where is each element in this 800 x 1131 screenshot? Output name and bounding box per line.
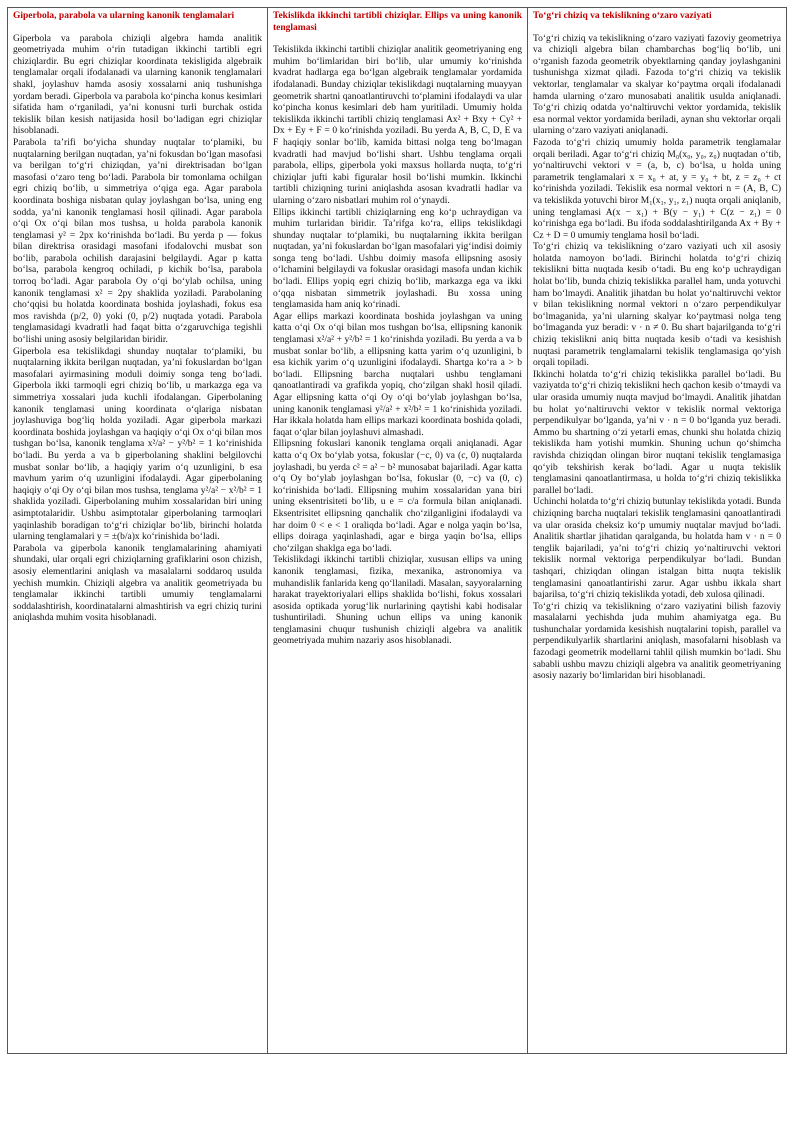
paragraph: Tekislikda ikkinchi tartibli chiziqlar analitik geometriyaning eng muhim bo‘limlaridan biri bo‘lib, ular umumiy ko‘rinishda kvadrat hadlarga ega bo‘lgan algebraik tenglamalar yordamida ifodalanadi. Bunday chiziqlar tekislikdagi nuqtalarning muayyan geometrik shartni qanoatlantiruvchi to‘plamini ifodalaydi va ular ko‘pincha konus kesimlari deb ham yuritiladi. Umumiy holda tekislikda ikkinchi tartibli chiziq tenglamasi Ax² + Bxy + Cy² + Dx + Ey + F = 0 ko‘rinishda yoziladi. Bu yerda A, B, C, D, E va F haqiqiy sonlar bo‘lib, kamida bittasi nolga teng bo‘lmagan kvadratli had mavjud bo‘lishi shart. Ushbu tenglama orqali parabola, ellips, giperbola yoki maxsus hollarda nuqta, to‘g‘ri chiziqlar jufti kabi figuralar hosil bo‘lishi mumkin. Ikkinchi tartibli chiziqning turini aniqlashda asosan kvadratli hadlar va ularning o‘zaro nisbatlari muhim rol o‘ynaydi. <box>273 45 522 206</box>
paragraph: Parabola va giperbola kanonik tenglamalarining ahamiyati shundaki, ular orqali egri chiziqlarning grafiklarini oson chizish, asosiy elementlarini aniqlash va masalalarni soddaroq usulda yechish mumkin. Chiziqli algebra va analitik geometriyada bu tenglamalar ikkinchi tartibli umumiy tenglamalarni soddalashtirish, koordinatalarni almashtirish va egri chiziq turini aniqlashda muhim vosita hisoblanadi. <box>13 543 262 624</box>
paragraph: To‘g‘ri chiziq va tekislikning o‘zaro vaziyati uch xil asosiy holatda namoyon bo‘ladi. Birinchi holatda to‘g‘ri chiziq tekislikni bitta nuqtada kesib o‘tadi. Bu eng ko‘p uchraydigan holat bo‘lib, bunda chiziq tekislikka parallel ham, unda yotuvchi ham bo‘lmaydi. Analitik jihatdan bu holat yo‘naltiruvchi vektor v bilan tekislikning normal vektori n o‘zaro perpendikulyar bo‘lmaganida, ya’ni ularning skalyar ko‘paytmasi nolga teng bo‘lmaganda yuz beradi: v · n ≠ 0. Bu shart bajarilganda to‘g‘ri chiziq tekislikni aniq bitta nuqtada kesib o‘tadi va kesishish nuqtasi parametrik tenglamalarni tekislik tenglamasiga qo‘yish orqali topiladi. <box>533 242 781 369</box>
three-column-table <box>7 7 787 1054</box>
column-ellipse <box>267 8 527 1053</box>
paragraph: Ikkinchi holatda to‘g‘ri chiziq tekislikka parallel bo‘ladi. Bu vaziyatda to‘g‘ri chiziq tekislikni hech qachon kesib o‘tmaydi va ular orasida umumiy nuqta mavjud bo‘lmaydi. Analitik jihatdan bu holat yo‘naltiruvchi vektor v tekislik normal vektoriga perpendikulyar bo‘lganda, ya’ni v · n = 0 bo‘lganda yuz beradi. Ammo bu shartning o‘zi yetarli emas, chunki shu holatda chiziq tekislikda ham yotishi mumkin. Shuning uchun qo‘shimcha ravishda chiziqdan olingan biror nuqtani tekislik tenglamasiga qo‘yib tekshirish kerak bo‘ladi. Agar u nuqta tekislik tenglamasini qanoatlantirmasa, u holda to‘g‘ri chiziq tekislikka parallel bo‘ladi. <box>533 369 781 496</box>
column-title: To‘g‘ri chiziq va tekislikning o‘zaro vaziyati <box>533 11 712 21</box>
paragraph: Ellips ikkinchi tartibli chiziqlarning eng ko‘p uchraydigan va muhim turlaridan biridir. Ta’rifga ko‘ra, ellips tekislikdagi shunday nuqtalar to‘plamiki, bu nuqtalarning ikkita berilgan nuqtadan, ya’ni fokuslardan bo‘lgan masofalari yig‘indisi doimiy songa teng bo‘ladi. Ushbu doimiy masofa ellipsning asosiy o‘lchamini belgilaydi va fokuslar orasidagi masofa undan kichik bo‘ladi. Ellips yopiq egri chiziq bo‘lib, markazga ega va ikki o‘qqa nisbatan simmetrik joylashadi. Bu xossa uning tenglamasida ham aniq ko‘rinadi. <box>273 207 522 311</box>
column-title: Tekislikda ikkinchi tartibli chiziqlar. Ellips va uning kanonik tenglamasi <box>273 11 522 33</box>
paragraph: Giperbola esa tekislikdagi shunday nuqtalar to‘plamiki, bu nuqtalarning ikkita berilgan nuqtadan, ya’ni fokuslardan bo‘lgan masofalari ayirmasining moduli doimiy songa teng bo‘ladi. Giperbola ikki tarmoqli egri chiziq bo‘lib, u markazga ega va simmetriya xossalari juda kuchli ifodalangan. Giperbolaning kanonik tenglamasi uning koordinata o‘qlariga nisbatan joylashuviga bog‘liq holda yoziladi. Agar giperbola markazi koordinata boshida joylashgan va haqiqiy o‘qi Ox o‘qi bilan mos tushgan bo‘lsa, kanonik tenglama x²/a² − y²/b² = 1 ko‘rinishida bo‘ladi. Bu yerda a va b giperbolaning shaklini belgilovchi musbat sonlar bo‘lib, a haqiqiy yarim o‘q uzunligini, b esa mavhum yarim o‘q uzunligini ifodalaydi. Agar giperbolaning haqiqiy o‘qi Oy o‘qi bilan mos tushsa, tenglama y²/a² − x²/b² = 1 shaklida yoziladi. Giperbolaning muhim xossalaridan biri uning asimptotalaridir. Ushbu asimptotalar giperbolaning tarmoqlari yaqinlashib boradigan to‘g‘ri chiziqlar bo‘lib, birinchi holatda ularning tenglamalari y = ±(b/a)x ko‘rinishida bo‘ladi. <box>13 346 262 543</box>
column-title: Giperbola, parabola va ularning kanonik tenglamalari <box>13 11 235 21</box>
paragraph: To‘g‘ri chiziq va tekislikning o‘zaro vaziyati fazoviy geometriya va chiziqli algebra bilan chambarchas bog‘liq bo‘lib, uni o‘rganish fazoda geometrik obyektlarning qanday joylashganini tushunishga xizmat qiladi. Fazoda to‘g‘ri chiziq va tekislik vektorlar, tenglamalar va skalyar ko‘paytma orqali ifodalanadi hamda ularning o‘zaro munosabati analitik usulda aniqlanadi. To‘g‘ri chiziq odatda yo‘naltiruvchi vektor yordamida, tekislik esa normal vektor yordamida beriladi, aynan shu vektorlar orqali ularning o‘zaro vaziyati aniqlanadi. <box>533 33 781 137</box>
paragraph: To‘g‘ri chiziq va tekislikning o‘zaro vaziyatini bilish fazoviy masalalarni yechishda juda muhim ahamiyatga ega. Bu tushunchalar yordamida kesishish nuqtalarini topish, parallel va perpendikulyarlik shartlarini aniqlash, masofalarni hisoblash va fazodagi geometrik modellarni tahlil qilish mumkin bo‘ladi. Shu sababli ushbu mavzu chiziqli algebra va analitik geometriyaning asosiy nazariy bo‘limlaridan biri hisoblanadi. <box>533 601 781 682</box>
paragraph: Parabola ta’rifi bo‘yicha shunday nuqtalar to‘plamiki, bu nuqtalarning berilgan nuqtadan, ya’ni fokusdan bo‘lgan masofasi va berilgan to‘g‘ri chiziqdan, ya’ni direktrisadan bo‘lgan masofasi o‘zaro teng bo‘ladi. Parabola bir tomonlama ochilgan egri chiziq bo‘lib, u simmetriya o‘qiga ega. Agar parabola koordinata boshiga nisbatan qulay joylashgan bo‘lsa, uning eng sodda, ya’ni kanonik tenglamasi hosil qilinadi. Agar parabola o‘qi Ox o‘qi bilan mos tushsa, u holda parabola kanonik tenglamasi y² = 2px ko‘rinishda bo‘ladi. Bu yerda p — fokus bilan direktrisa orasidagi masofani ifodalovchi musbat son bo‘lib, parabola ochilish darajasini belgilaydi. Agar p katta bo‘lsa, parabola kengroq ochiladi, p kichik bo‘lsa, parabola torroq bo‘ladi. Agar parabola Oy o‘qi bo‘ylab ochilsa, uning kanonik tenglamasi x² = 2py shaklida yoziladi. Parabolaning cho‘qqisi bu holatda koordinata boshida joylashadi, fokus esa mos ravishda (p/2, 0) yoki (0, p/2) nuqtada yotadi. Parabola tenglamasidagi kvadratli had faqat bitta o‘zgaruvchiga tegishli bo‘lishi uning asosiy belgilaridan biridir. <box>13 137 262 346</box>
column-line-plane <box>527 8 786 1053</box>
paragraph: Uchinchi holatda to‘g‘ri chiziq butunlay tekislikda yotadi. Bunda chiziqning barcha nuqtalari tekislik tenglamasini qanoatlantiradi va ular orasida cheksiz ko‘p umumiy nuqtalar mavjud bo‘ladi. Analitik shartlar jihatidan qaralganda, bu holatda ham v · n = 0 tenglik bajariladi, ya’ni to‘g‘ri chiziq yo‘naltiruvchi vektori tekislik normal vektoriga perpendikulyar bo‘ladi. Bundan tashqari, chiziqdan olingan istalgan bitta nuqta tekislik tenglamasini qanoatlantirishi zarur. Agar ushbu ikkala shart bajarilsa, to‘g‘ri chiziq tekislikda yotadi, deb xulosa qilinadi. <box>533 497 781 601</box>
paragraph: Fazoda to‘g‘ri chiziq umumiy holda parametrik tenglamalar orqali beriladi. Agar to‘g‘ri chiziq M₀(x₀, y₀, z₀) nuqtadan o‘tib, yo‘naltiruvchi vektori v = (a, b, c) bo‘lsa, u holda uning parametrik tenglamalari x = x₀ + at, y = y₀ + bt, z = z₀ + ct ko‘rinishda yoziladi. Tekislik esa normal vektori n = (A, B, C) va tekislikda yotuvchi biror M₁(x₁, y₁, z₁) nuqta orqali aniqlanib, uning tenglamasi A(x − x₁) + B(y − y₁) + C(z − z₁) = 0 ko‘rinishga ega bo‘ladi. Bu ifoda soddalashtirilganda Ax + By + Cz + D = 0 umumiy tenglama hosil bo‘ladi. <box>533 137 781 241</box>
paragraph: Giperbola va parabola chiziqli algebra hamda analitik geometriyada muhim o‘rin tutadigan ikkinchi tartibli egri chiziqlardir. Bu egri chiziqlar koordinata tekisligida algebraik tenglamalar orqali ifodalanadi va ularning kanonik tenglamalari shakl, joylashuv hamda asosiy xossalarni aniq tushunishga yordam beradi. Giperbola va parabola ko‘pincha konus kesimlari sifatida ham o‘rganiladi, ya’ni konusni turli burchak ostida tekislik bilan kesish natijasida hosil bo‘ladigan egri chiziqlar hisoblanadi. <box>13 33 262 137</box>
paragraph: Ellipsning fokuslari kanonik tenglama orqali aniqlanadi. Agar katta o‘q Ox bo‘ylab yotsa, fokuslar (−c, 0) va (c, 0) nuqtalarda joylashadi, bu yerda c² = a² − b² munosabat bajariladi. Agar katta o‘q Oy bo‘ylab joylashgan bo‘lsa, fokuslar (0, −c) va (0, c) ko‘rinishida bo‘ladi. Ellipsning muhim xossalaridan yana biri uning eksentrisiteti bo‘lib, u e = c/a formula bilan aniqlanadi. Eksentrisitet ellipsning qanchalik cho‘zilganligini ifodalaydi va har doim 0 < e < 1 oraliqda bo‘ladi. Agar e nolga yaqin bo‘lsa, ellips doiraga yaqinlashadi, agar e birga yaqin bo‘lsa, ellips cho‘zilgan shaklga ega bo‘ladi. <box>273 439 522 554</box>
paragraph: Tekislikdagi ikkinchi tartibli chiziqlar, xususan ellips va uning kanonik tenglamasi, fizika, mexanika, astronomiya va muhandislik fanlarida keng qo‘llaniladi. Masalan, sayyoralarning harakat trayektoriyalari ellips shaklida bo‘lishi, fokus xossalari asosida optikada yorug‘lik nurlarining qaytishi kabi hodisalar tushuntiriladi. Shuning uchun ellips va uning kanonik tenglamasini chuqur tushunish chiziqli algebra va analitik geometriyada muhim nazariy asos hisoblanadi. <box>273 555 522 647</box>
column-hyperbola-parabola <box>8 8 267 1053</box>
paragraph: Agar ellips markazi koordinata boshida joylashgan va uning katta o‘qi Ox o‘qi bilan mos tushgan bo‘lsa, ellipsning kanonik tenglamasi x²/a² + y²/b² = 1 ko‘rinishda yoziladi. Bu yerda a va b musbat sonlar bo‘lib, a ellipsning katta yarim o‘q uzunligini, b esa kichik yarim o‘q uzunligini ifodalaydi. Shartga ko‘ra a > b bo‘ladi. Ellipsning barcha nuqtalari ushbu tenglamani qanoatlantiradi va grafikda yopiq, cho‘zilgan shakl hosil qiladi. Agar ellipsning katta o‘qi Oy o‘qi bo‘ylab joylashgan bo‘lsa, uning kanonik tenglamasi y²/a² + x²/b² = 1 ko‘rinishida yoziladi. Har ikkala holatda ham ellips markazi koordinata boshida qoladi, faqat o‘qlar bilan joylashuvi almashadi. <box>273 311 522 438</box>
